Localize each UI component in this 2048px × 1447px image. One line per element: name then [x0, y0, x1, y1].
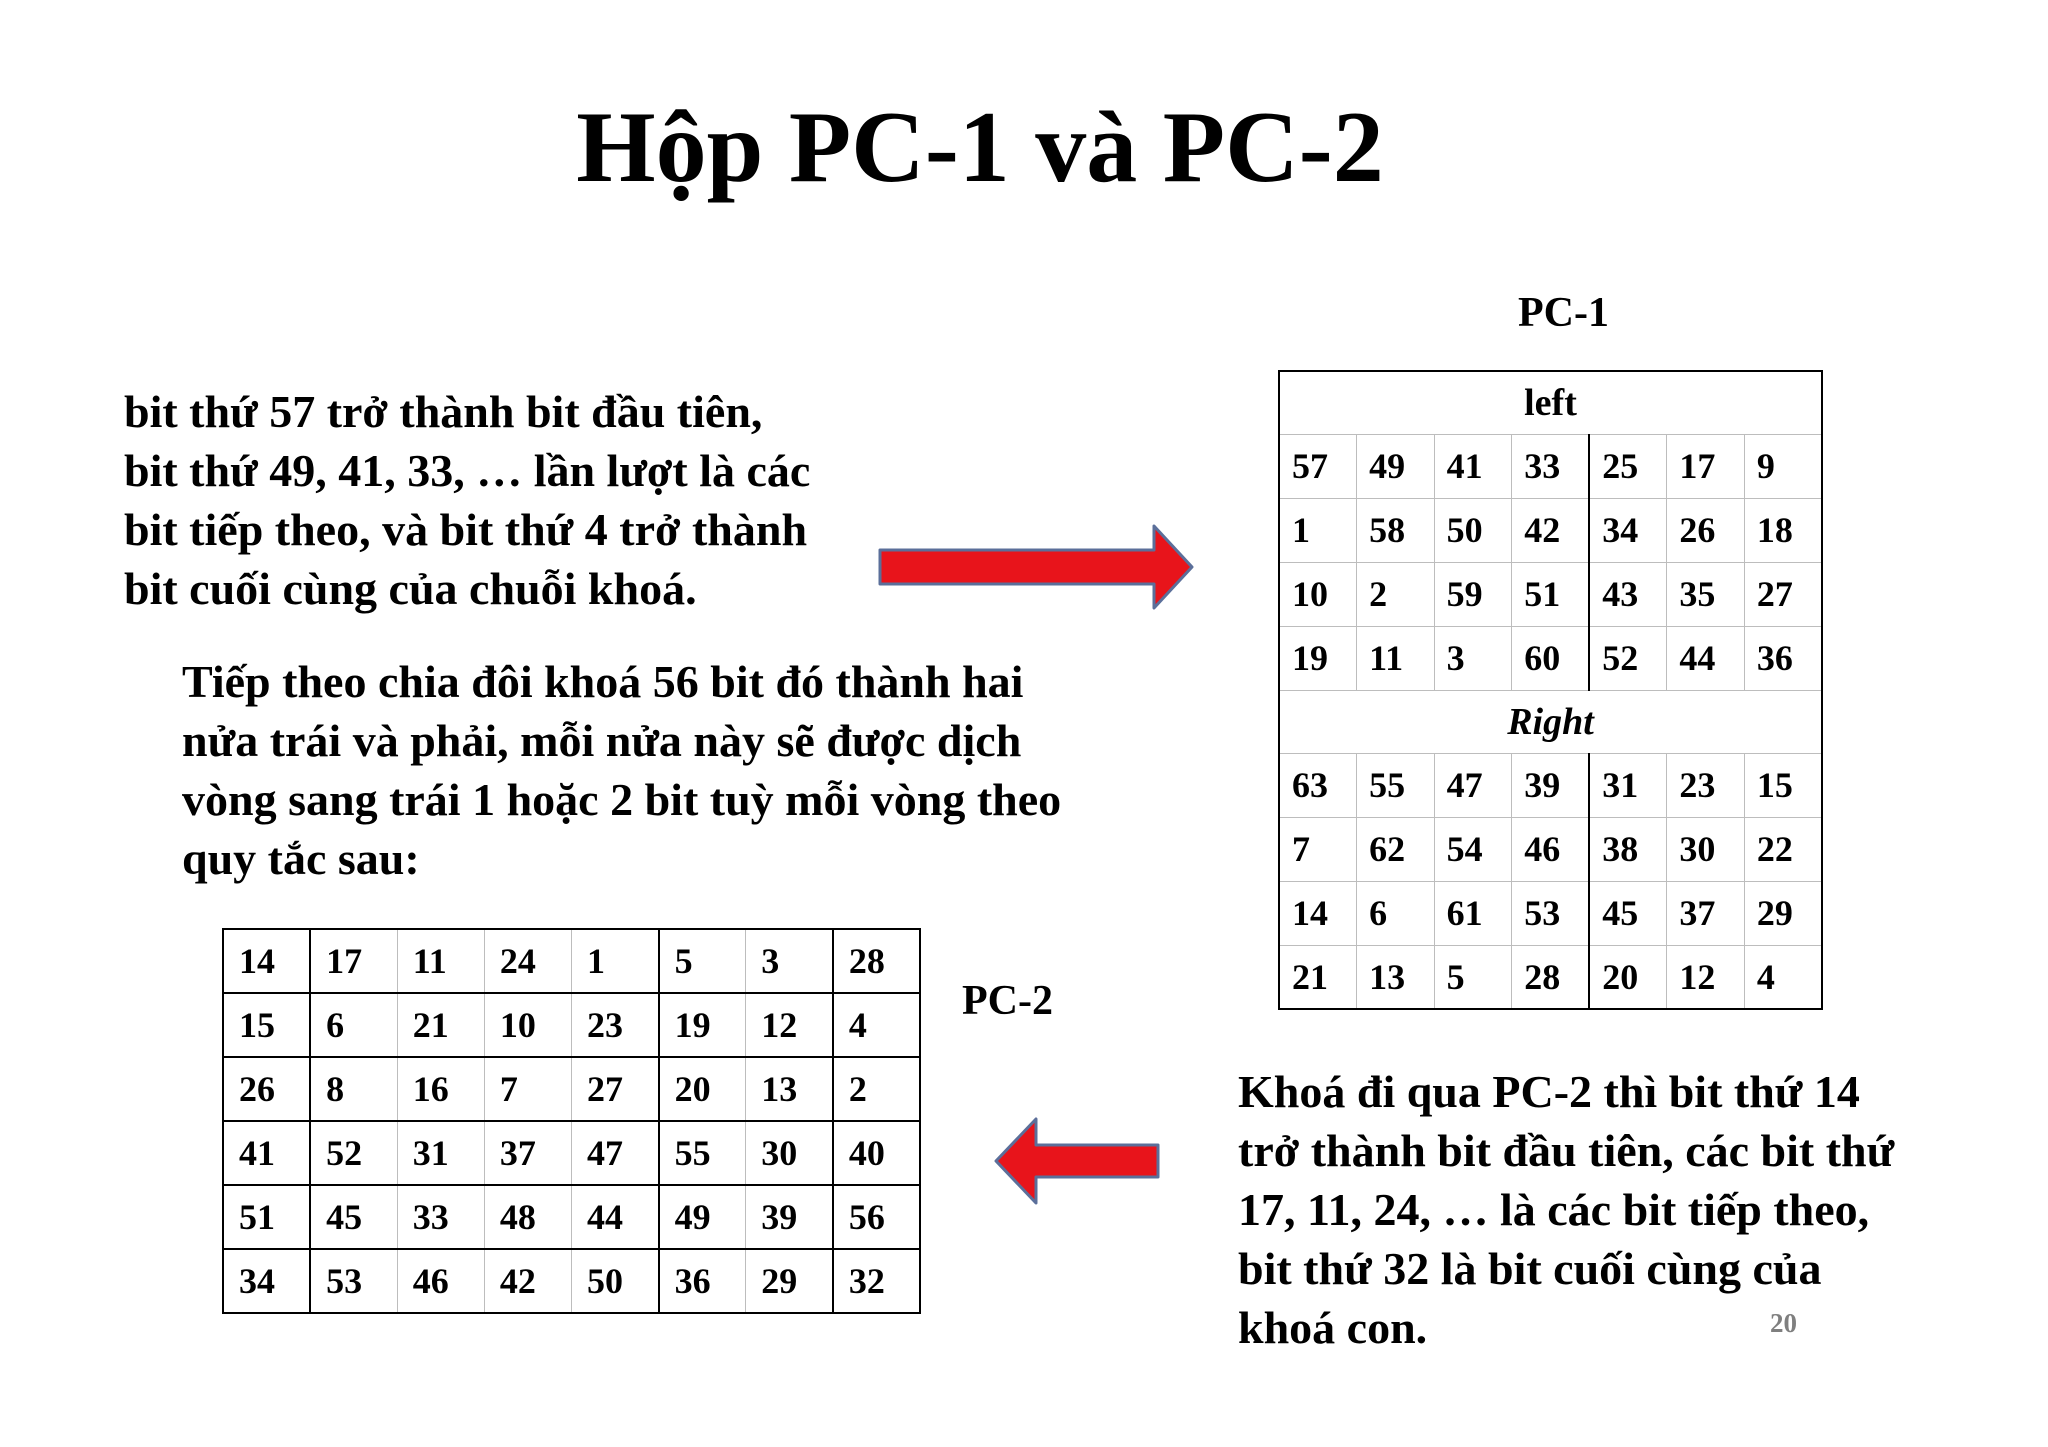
- table-cell: 42: [484, 1249, 571, 1313]
- table-row: [1279, 881, 1822, 945]
- table-cell: 33: [1512, 434, 1590, 498]
- table-cell: 16: [397, 1057, 484, 1121]
- table-cell: 8: [310, 1057, 397, 1121]
- table-cell: 15: [223, 993, 310, 1057]
- table-cell: 45: [1589, 881, 1667, 945]
- table-cell: 62: [1357, 817, 1435, 881]
- table-cell: 3: [746, 929, 833, 993]
- table-cell: 60: [1512, 626, 1590, 690]
- table-cell: 1: [572, 929, 659, 993]
- table-cell: 19: [1279, 626, 1357, 690]
- table-cell: 13: [1357, 945, 1435, 1009]
- table-cell: 34: [1589, 498, 1667, 562]
- table-row: [1279, 498, 1822, 562]
- table-cell: 34: [223, 1249, 310, 1313]
- table-cell: 7: [1279, 817, 1357, 881]
- table-row: [223, 993, 920, 1057]
- table-cell: 7: [484, 1057, 571, 1121]
- table-cell: 48: [484, 1185, 571, 1249]
- arrow-right-icon: [876, 522, 1196, 612]
- table-cell: 47: [1434, 753, 1512, 817]
- table-cell: 26: [223, 1057, 310, 1121]
- table-cell: 26: [1667, 498, 1745, 562]
- table-row: [223, 929, 920, 993]
- text-line: bit cuối cùng của chuỗi khoá.: [124, 563, 697, 614]
- table-row: [223, 1185, 920, 1249]
- table-cell: 42: [1512, 498, 1590, 562]
- table-cell: 27: [572, 1057, 659, 1121]
- table-cell: 23: [572, 993, 659, 1057]
- table-cell: 30: [746, 1121, 833, 1185]
- table-cell: 21: [1279, 945, 1357, 1009]
- table-cell: 49: [1357, 434, 1435, 498]
- table-cell: 29: [1744, 881, 1822, 945]
- text-line: vòng sang trái 1 hoặc 2 bit tuỳ mỗi vòng theo: [182, 774, 1062, 825]
- table-cell: 31: [397, 1121, 484, 1185]
- table-cell: 27: [1744, 562, 1822, 626]
- table-cell: 32: [833, 1249, 920, 1313]
- table-cell: 30: [1667, 817, 1745, 881]
- table-cell: 53: [1512, 881, 1590, 945]
- table-cell: 51: [223, 1185, 310, 1249]
- table-cell: 24: [484, 929, 571, 993]
- table-cell: 52: [310, 1121, 397, 1185]
- text-line: bit thứ 32 là bit cuối cùng của: [1238, 1243, 1822, 1294]
- table-cell: 59: [1434, 562, 1512, 626]
- table-cell: 49: [659, 1185, 746, 1249]
- table-cell: 11: [397, 929, 484, 993]
- table-cell: 54: [1434, 817, 1512, 881]
- table-cell: 6: [310, 993, 397, 1057]
- table-cell: 5: [1434, 945, 1512, 1009]
- table-cell: 35: [1667, 562, 1745, 626]
- table-cell: 41: [1434, 434, 1512, 498]
- table-row: [1279, 817, 1822, 881]
- table-cell: 50: [1434, 498, 1512, 562]
- table-cell: 50: [572, 1249, 659, 1313]
- table-cell: 9: [1744, 434, 1822, 498]
- table-cell: 21: [397, 993, 484, 1057]
- table-cell: 12: [1667, 945, 1745, 1009]
- text-line: 17, 11, 24, … là các bit tiếp theo,: [1238, 1184, 1870, 1235]
- table-cell: 52: [1589, 626, 1667, 690]
- table-cell: 46: [1512, 817, 1590, 881]
- table-cell: 41: [223, 1121, 310, 1185]
- table-cell: 20: [659, 1057, 746, 1121]
- table-cell: 29: [746, 1249, 833, 1313]
- table-cell: 28: [833, 929, 920, 993]
- table-header-cell: left: [1279, 371, 1822, 434]
- page-number: 20: [1770, 1308, 1797, 1338]
- table-cell: 53: [310, 1249, 397, 1313]
- table-cell: 2: [833, 1057, 920, 1121]
- table-row: [223, 1249, 920, 1313]
- table-cell: 4: [833, 993, 920, 1057]
- table-cell: 44: [1667, 626, 1745, 690]
- table-cell: 2: [1357, 562, 1435, 626]
- table-cell: 36: [1744, 626, 1822, 690]
- text-line: bit thứ 57 trở thành bit đầu tiên,: [124, 386, 763, 437]
- table-cell: 38: [1589, 817, 1667, 881]
- text-line: khoá con.: [1238, 1302, 1428, 1353]
- table-cell: 51: [1512, 562, 1590, 626]
- table-cell: 17: [1667, 434, 1745, 498]
- table-cell: 3: [1434, 626, 1512, 690]
- table-cell: 19: [659, 993, 746, 1057]
- table-row: [223, 1121, 920, 1185]
- arrow-left-icon: [992, 1115, 1162, 1207]
- table-row: [1279, 434, 1822, 498]
- table-cell: 14: [1279, 881, 1357, 945]
- table-cell: 44: [572, 1185, 659, 1249]
- table-cell: 45: [310, 1185, 397, 1249]
- table-cell: 57: [1279, 434, 1357, 498]
- pc2-table: [222, 928, 921, 1314]
- table-cell: 39: [746, 1185, 833, 1249]
- table-row: [1279, 753, 1822, 817]
- pc1-table: [1278, 370, 1823, 1010]
- text-line: bit thứ 49, 41, 33, … lần lượt là các: [124, 445, 811, 496]
- table-cell: 55: [659, 1121, 746, 1185]
- table-cell: 22: [1744, 817, 1822, 881]
- table-row: [1279, 626, 1822, 690]
- table-cell: 63: [1279, 753, 1357, 817]
- table-row: [1279, 945, 1822, 1009]
- table-cell: 55: [1357, 753, 1435, 817]
- table-cell: 5: [659, 929, 746, 993]
- table-cell: 10: [484, 993, 571, 1057]
- table-cell: 10: [1279, 562, 1357, 626]
- table-cell: 4: [1744, 945, 1822, 1009]
- table-cell: 25: [1589, 434, 1667, 498]
- table-cell: 14: [223, 929, 310, 993]
- table-cell: 43: [1589, 562, 1667, 626]
- table-cell: 28: [1512, 945, 1590, 1009]
- table-cell: 15: [1744, 753, 1822, 817]
- table-cell: 39: [1512, 753, 1590, 817]
- text-line: nửa trái và phải, mỗi nửa này sẽ được dịch: [182, 715, 1022, 766]
- text-line: Khoá đi qua PC-2 thì bit thứ 14: [1238, 1066, 1860, 1117]
- table-cell: 37: [1667, 881, 1745, 945]
- table-cell: 13: [746, 1057, 833, 1121]
- text-line: trở thành bit đầu tiên, các bit thứ: [1238, 1125, 1895, 1176]
- paragraph-pc1-description: [124, 382, 810, 618]
- table-cell: 6: [1357, 881, 1435, 945]
- table-row: [223, 1057, 920, 1121]
- table-cell: 46: [397, 1249, 484, 1313]
- table-cell: 37: [484, 1121, 571, 1185]
- slide-title: Hộp PC-1 và PC-2: [576, 91, 1384, 204]
- table-cell: 1: [1279, 498, 1357, 562]
- table-cell: 31: [1589, 753, 1667, 817]
- table-row: [1279, 371, 1822, 434]
- table-cell: 18: [1744, 498, 1822, 562]
- table-row: [1279, 562, 1822, 626]
- table-cell: 56: [833, 1185, 920, 1249]
- text-line: bit tiếp theo, và bit thứ 4 trở thành: [124, 504, 808, 555]
- table-cell: 47: [572, 1121, 659, 1185]
- table-cell: 36: [659, 1249, 746, 1313]
- table-cell: 23: [1667, 753, 1745, 817]
- pc2-label: PC-2: [962, 978, 1053, 1024]
- table-cell: 12: [746, 993, 833, 1057]
- table-header-cell: Right: [1279, 690, 1822, 753]
- text-line: quy tắc sau:: [182, 833, 420, 884]
- table-cell: 17: [310, 929, 397, 993]
- text-line: Tiếp theo chia đôi khoá 56 bit đó thành hai: [182, 656, 1024, 707]
- table-cell: 20: [1589, 945, 1667, 1009]
- table-cell: 40: [833, 1121, 920, 1185]
- table-row: [1279, 690, 1822, 753]
- table-cell: 11: [1357, 626, 1435, 690]
- table-cell: 33: [397, 1185, 484, 1249]
- pc1-label: PC-1: [1518, 290, 1609, 336]
- paragraph-split-description: [182, 652, 1061, 888]
- table-cell: 61: [1434, 881, 1512, 945]
- table-cell: 58: [1357, 498, 1435, 562]
